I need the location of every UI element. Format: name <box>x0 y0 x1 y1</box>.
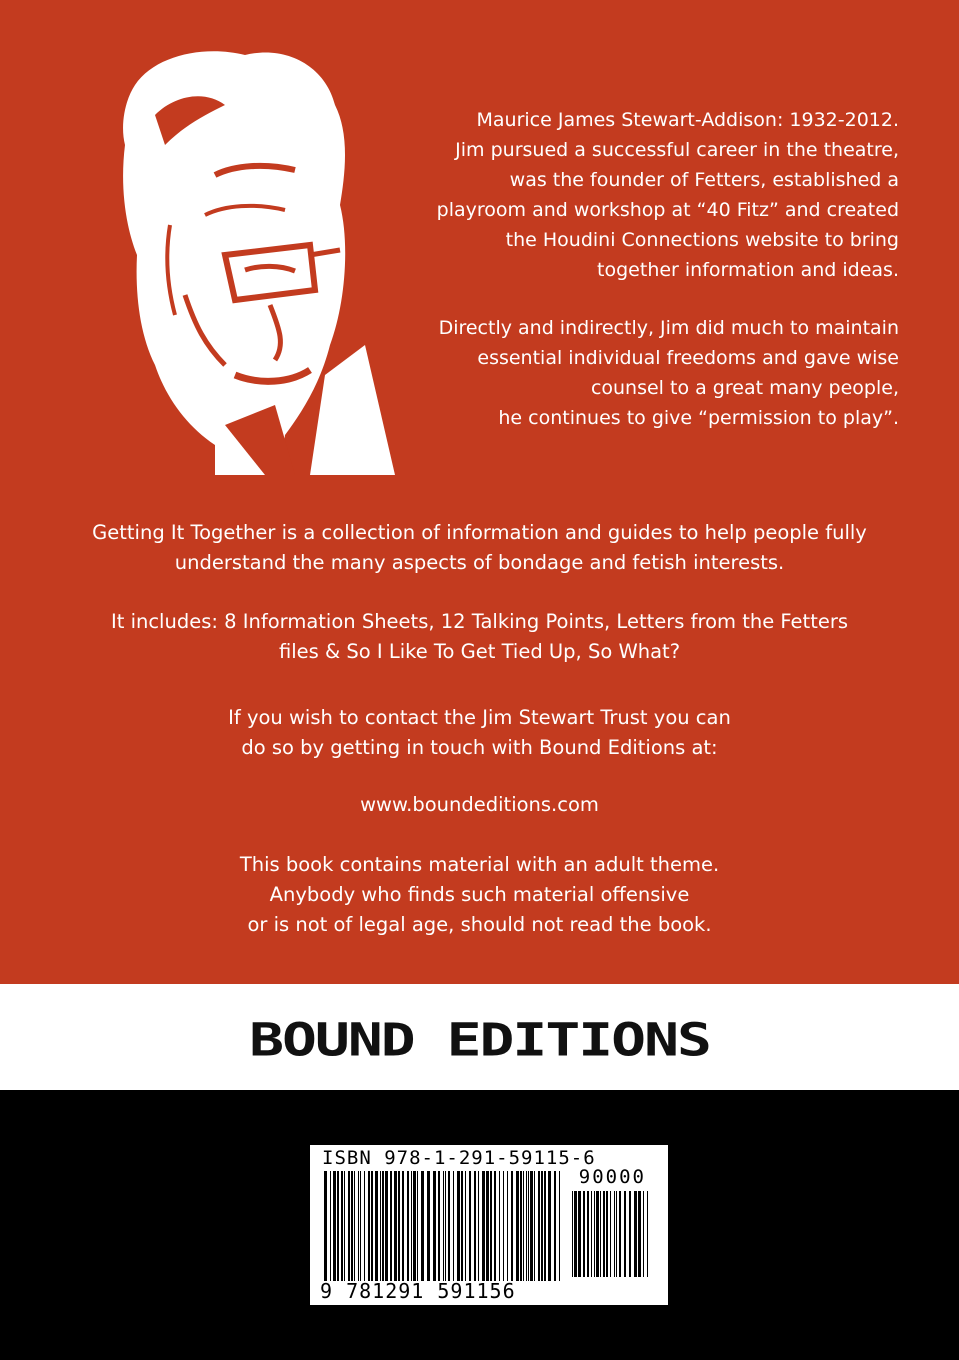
barcode-bar <box>344 1171 345 1281</box>
barcode-bar <box>578 1191 581 1277</box>
barcode-bar <box>603 1191 605 1277</box>
warning-line: Anybody who finds such material offensive <box>269 883 690 906</box>
barcode-bar <box>360 1171 361 1281</box>
bio-line: essential individual freedoms and gave wise <box>477 347 899 369</box>
barcode-bar <box>453 1171 454 1281</box>
barcode-bar <box>358 1171 359 1281</box>
warning-line: or is not of legal age, should not read the book. <box>247 913 712 936</box>
barcode-bar <box>385 1171 388 1281</box>
barcode-bar <box>572 1191 573 1277</box>
barcode-bar <box>591 1191 592 1277</box>
barcode-bar <box>354 1171 355 1281</box>
bio-line: playroom and workshop at “40 Fitz” and created <box>436 199 899 221</box>
contents-line: It includes: 8 Information Sheets, 12 Talking Points, Letters from the Fetters <box>110 610 849 633</box>
barcode-bar <box>548 1171 551 1281</box>
bio-line: Directly and indirectly, Jim did much to maintain <box>438 317 899 339</box>
barcode-bar <box>407 1171 409 1281</box>
barcode-bar <box>482 1171 485 1281</box>
bio-line: he continues to give “permission to play”. <box>498 407 899 429</box>
barcode-bar <box>574 1191 577 1277</box>
addon-barcode-bars <box>572 1191 652 1299</box>
barcode-bar <box>469 1171 471 1281</box>
barcode-bar <box>478 1171 479 1281</box>
barcode-bar <box>606 1191 608 1277</box>
barcode-bar <box>474 1171 476 1281</box>
barcode-bar <box>503 1171 504 1281</box>
bio-line: Maurice James Stewart-Addison: 1932-2012. <box>476 109 899 131</box>
bio-line: counsel to a great many people, <box>590 377 899 399</box>
barcode-bar <box>643 1191 644 1277</box>
contact-line: If you wish to contact the Jim Stewart Trust you can <box>228 706 731 729</box>
barcode-bar <box>382 1171 384 1281</box>
barcode-bar <box>348 1171 350 1281</box>
barcode-bar <box>398 1171 400 1281</box>
contact-paragraph <box>0 703 959 763</box>
warning-line: This book contains material with an adult theme. <box>239 853 720 876</box>
barcode-bar <box>341 1171 343 1281</box>
barcode-bar <box>364 1171 365 1281</box>
barcode-bar <box>610 1191 611 1277</box>
barcode-bar <box>445 1171 446 1281</box>
barcode-bar <box>638 1191 641 1277</box>
barcode-bar <box>380 1171 381 1281</box>
bio-line: was the founder of Fetters, established a <box>509 169 899 191</box>
bio-line: together information and ideas. <box>597 259 899 281</box>
barcode-bar <box>624 1191 626 1277</box>
barcode-bar <box>594 1191 595 1277</box>
barcode-bar <box>634 1191 637 1277</box>
barcode-bar <box>530 1171 533 1281</box>
description-line: Getting It Together is a collection of information and guides to help people fully <box>92 521 867 544</box>
barcode-bar <box>600 1191 601 1277</box>
description-paragraph <box>0 518 959 578</box>
biography-text <box>359 105 899 433</box>
barcode-bar <box>443 1171 444 1281</box>
barcode-bar <box>523 1171 524 1281</box>
barcode-bar <box>368 1171 370 1281</box>
barcode-bar <box>371 1171 373 1281</box>
barcode-bar <box>402 1171 404 1281</box>
contact-line: do so by getting in touch with Bound Editions at: <box>241 736 718 759</box>
barcode-bar <box>596 1191 599 1277</box>
barcode-bar <box>448 1171 450 1281</box>
barcode-bar <box>520 1171 522 1281</box>
portrait-illustration <box>95 45 395 475</box>
bio-line: the Houdini Connections website to bring <box>505 229 899 251</box>
barcode-bar <box>629 1191 631 1277</box>
bio-line: Jim pursued a successful career in the theatre, <box>455 139 899 161</box>
barcode-bar <box>375 1171 378 1281</box>
barcode-bar <box>438 1171 440 1281</box>
barcode-bar <box>330 1171 331 1281</box>
barcode-bar <box>516 1171 519 1281</box>
barcode-bar <box>494 1171 496 1281</box>
isbn-barcode <box>310 1145 668 1305</box>
barcode-bar <box>559 1171 560 1281</box>
barcode-bar <box>538 1171 540 1281</box>
barcode-bar <box>511 1171 513 1281</box>
barcode-bar <box>411 1171 412 1281</box>
barcode-bar <box>587 1191 589 1277</box>
barcode-bar <box>541 1171 543 1281</box>
website-url: www.boundeditions.com <box>360 793 599 816</box>
barcode-bar <box>490 1171 492 1281</box>
barcode-bar <box>583 1191 585 1277</box>
barcode-bar <box>333 1171 336 1281</box>
barcode-bars <box>324 1171 564 1281</box>
barcode-bar <box>616 1191 617 1277</box>
barcode-bar <box>427 1171 430 1281</box>
barcode-bar <box>528 1171 529 1281</box>
barcode-digits: 9 781291 591156 <box>320 1279 516 1303</box>
barcode-bar <box>647 1191 648 1277</box>
contents-line: files & So I Like To Get Tied Up, So What? <box>278 640 681 663</box>
barcode-bar <box>417 1171 418 1281</box>
adult-warning <box>0 850 959 940</box>
barcode-bar <box>351 1171 353 1281</box>
isbn-label: ISBN 978-1-291-59115-6 <box>322 1147 596 1169</box>
barcode-bar <box>324 1171 327 1281</box>
barcode-bar <box>337 1171 339 1281</box>
barcode-bar <box>394 1171 397 1281</box>
barcode-bar <box>619 1191 621 1277</box>
barcode-bar <box>461 1171 463 1281</box>
barcode-bar <box>433 1171 436 1281</box>
barcode-bar <box>534 1171 535 1281</box>
barcode-bar <box>465 1171 466 1281</box>
barcode-bar <box>457 1171 460 1281</box>
barcode-bar <box>486 1171 489 1281</box>
barcode-bar <box>544 1171 546 1281</box>
publisher-logo: BOUND EDITIONS <box>249 1013 710 1067</box>
barcode-bar <box>526 1171 527 1281</box>
barcode-bar <box>499 1171 500 1281</box>
price-code: 90000 <box>578 1166 646 1188</box>
barcode-bar <box>421 1171 424 1281</box>
contents-paragraph <box>0 607 959 667</box>
description-line: understand the many aspects of bondage and fetish interests. <box>174 551 785 574</box>
barcode-bar <box>413 1171 416 1281</box>
barcode-bar <box>507 1171 508 1281</box>
barcode-bar <box>554 1171 556 1281</box>
barcode-bar <box>614 1191 615 1277</box>
barcode-bar <box>390 1171 392 1281</box>
